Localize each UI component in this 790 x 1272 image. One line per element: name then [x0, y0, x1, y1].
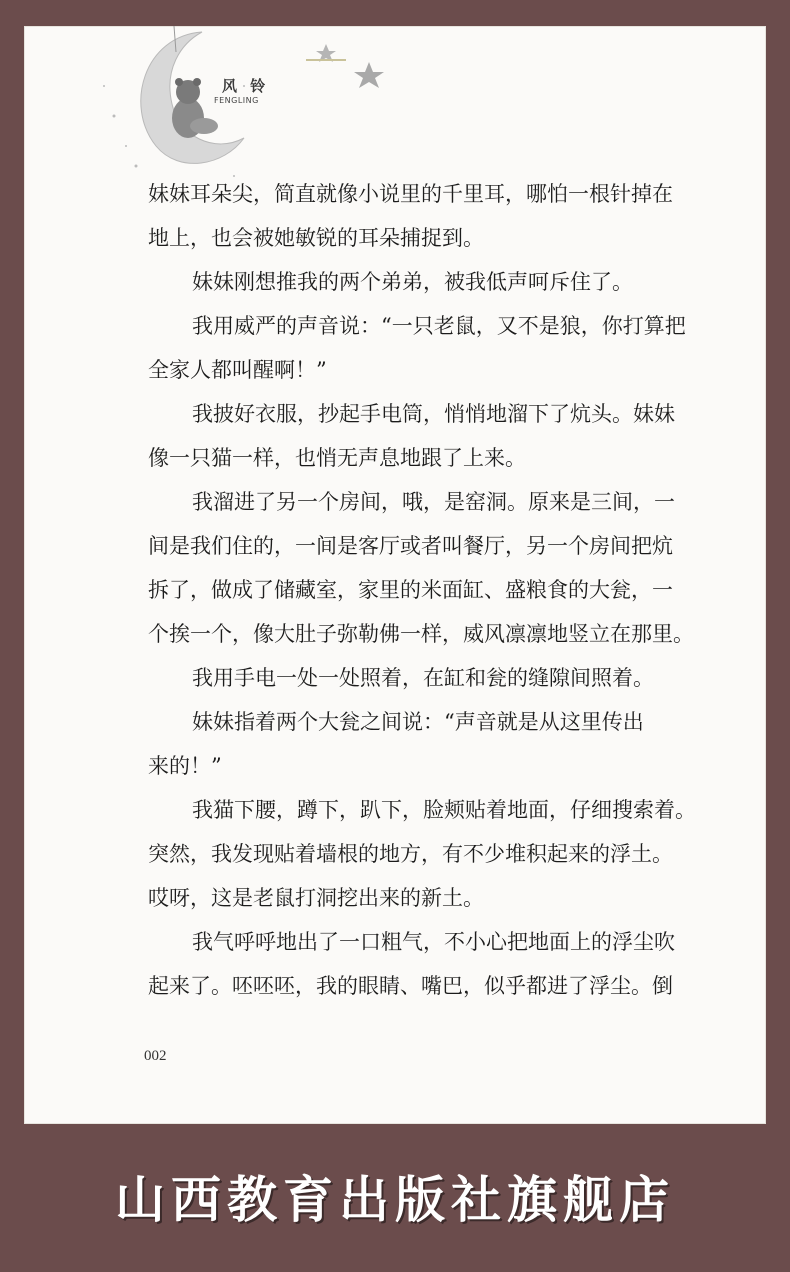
- text-line: 妹妹刚想推我的两个弟弟，被我低声呵斥住了。: [192, 270, 633, 294]
- page-number: 002: [144, 1048, 167, 1064]
- text-line: 全家人都叫醒啊！”: [148, 358, 327, 382]
- text-line: 我气呼呼地出了一口粗气，不小心把地面上的浮尘吹: [192, 930, 675, 954]
- text-line: 我溜进了另一个房间，哦，是窑洞。原来是三间，一: [192, 490, 675, 514]
- teddy-bear-icon: [172, 78, 218, 138]
- text-line: 间是我们住的，一间是客厅或者叫餐厅，另一个房间把炕: [148, 534, 673, 558]
- text-line: 我猫下腰，蹲下，趴下，脸颊贴着地面，仔细搜索着。: [192, 798, 696, 822]
- text-line: 妹妹耳朵尖，简直就像小说里的千里耳，哪怕一根针掉在: [148, 182, 673, 206]
- text-line: 起来了。呸呸呸，我的眼睛、嘴巴，似乎都进了浮尘。倒: [148, 974, 673, 998]
- text-line: 我用威严的声音说：“一只老鼠，又不是狼，你打算把: [192, 314, 686, 338]
- text-line: 妹妹指着两个大瓮之间说：“声音就是从这里传出: [192, 710, 644, 734]
- text-line: 来的！”: [148, 754, 222, 778]
- star-icon: [316, 44, 384, 88]
- book-page: [24, 26, 766, 1124]
- text-line: 哎呀，这是老鼠打洞挖出来的新土。: [148, 886, 484, 910]
- header-subtitle: FENGLING: [214, 96, 259, 105]
- header-title: 风 铃: [222, 77, 270, 95]
- store-banner: 山西教育出版社旗舰店: [115, 1171, 675, 1229]
- text-line: 我用手电一处一处照着，在缸和瓮的缝隙间照着。: [192, 666, 654, 690]
- header-illustration: [84, 26, 404, 196]
- text-line: 我披好衣服，抄起手电筒，悄悄地溜下了炕头。妹妹: [192, 402, 675, 426]
- text-line: 像一只猫一样，也悄无声息地跟了上来。: [148, 446, 526, 470]
- text-line: 地上，也会被她敏锐的耳朵捕捉到。: [148, 226, 484, 250]
- text-line: 突然，我发现贴着墙根的地方，有不少堆积起来的浮土。: [148, 842, 673, 866]
- text-line: 拆了，做成了储藏室，家里的米面缸、盛粮食的大瓮，一: [148, 578, 673, 602]
- text-line: 个挨一个，像大肚子弥勒佛一样，威风凛凛地竖立在那里。: [148, 622, 694, 646]
